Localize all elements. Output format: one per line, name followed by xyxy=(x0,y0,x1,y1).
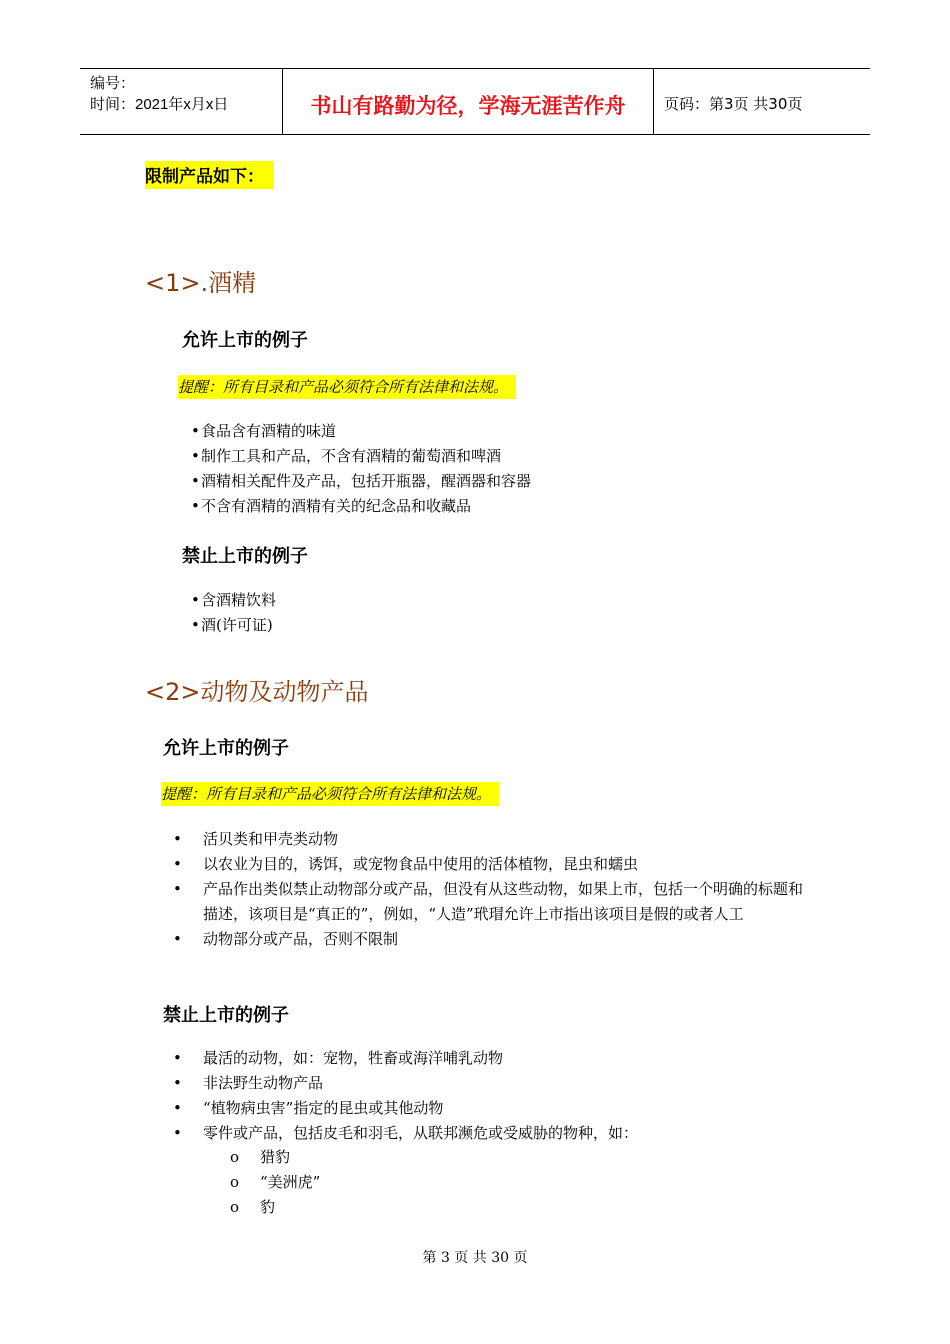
list-item: • 酒(许可证) xyxy=(191,613,276,638)
section1-allowed-heading: 允许上市的例子 xyxy=(182,330,308,351)
section2-title: <2>动物及动物产品 xyxy=(145,678,369,706)
header-page-label: 页码：第3页 共30页 xyxy=(664,94,803,113)
list-item: • 最活的动物，如：宠物，牲畜或海洋哺乳动物 xyxy=(163,1046,813,1071)
sub-bullet-marker: o xyxy=(230,1198,240,1216)
page-header xyxy=(80,68,870,135)
header-motto: 书山有路勤为径，学海无涯苦作舟 xyxy=(282,69,654,134)
list-item: • 零件或产品，包括皮毛和羽毛，从联邦濒危或受威胁的物种，如： xyxy=(163,1121,813,1146)
sub-bullet-marker: o xyxy=(230,1173,240,1191)
list-item: • 以农业为目的，诱饵，或宠物食品中使用的活体植物，昆虫和蠕虫 xyxy=(163,852,813,877)
list-item xyxy=(230,1170,320,1195)
list-item xyxy=(230,1195,320,1220)
list-item: • 不含有酒精的酒精有关的纪念品和收藏品 xyxy=(191,494,531,519)
species-list xyxy=(230,1145,320,1220)
section1-note: 提醒：所有目录和产品必须符合所有法律和法规。 xyxy=(178,375,516,399)
section2-allowed-list xyxy=(163,827,813,952)
list-item: • “植物病虫害”指定的昆虫或其他动物 xyxy=(163,1096,813,1121)
section1-forbidden-heading: 禁止上市的例子 xyxy=(182,546,308,567)
list-item: • 制作工具和产品，不含有酒精的葡萄酒和啤酒 xyxy=(191,444,531,469)
section2-allowed-heading: 允许上市的例子 xyxy=(163,738,289,759)
section1-allowed-list xyxy=(191,419,531,519)
intro-heading: 限制产品如下： xyxy=(145,161,274,189)
list-item: • 食品含有酒精的味道 xyxy=(191,419,531,444)
list-item: • 产品作出类似禁止动物部分或产品，但没有从这些动物，如果上市，包括一个明确的标题和描述，该项目是“真正的”，例如，“人造”玳瑁允许上市指出该项目是假的或者人工 xyxy=(163,877,813,927)
page-footer: 第 3 页 共 30 页 xyxy=(422,1250,528,1266)
list-item: • 活贝类和甲壳类动物 xyxy=(163,827,813,852)
list-item: • 含酒精饮料 xyxy=(191,588,276,613)
sub-bullet-marker: o xyxy=(230,1148,240,1166)
header-number: 编号： xyxy=(90,75,136,92)
list-item xyxy=(230,1145,320,1170)
section2-forbidden-heading: 禁止上市的例子 xyxy=(163,1005,289,1026)
header-time: 时间：2021年x月x日 xyxy=(90,96,229,113)
species-name: “美洲虎” xyxy=(260,1173,321,1191)
section2-forbidden-list xyxy=(163,1046,813,1146)
species-name: 豹 xyxy=(260,1198,276,1216)
species-name: 猎豹 xyxy=(260,1148,291,1166)
list-item: • 动物部分或产品，否则不限制 xyxy=(163,927,813,952)
section1-title: <1>.酒精 xyxy=(145,269,257,297)
header-meta xyxy=(80,69,282,134)
list-item: • 非法野生动物产品 xyxy=(163,1071,813,1096)
list-item: • 酒精相关配件及产品，包括开瓶器，醒酒器和容器 xyxy=(191,469,531,494)
section2-note: 提醒：所有目录和产品必须符合所有法律和法规。 xyxy=(161,782,499,806)
section1-forbidden-list xyxy=(191,588,276,638)
